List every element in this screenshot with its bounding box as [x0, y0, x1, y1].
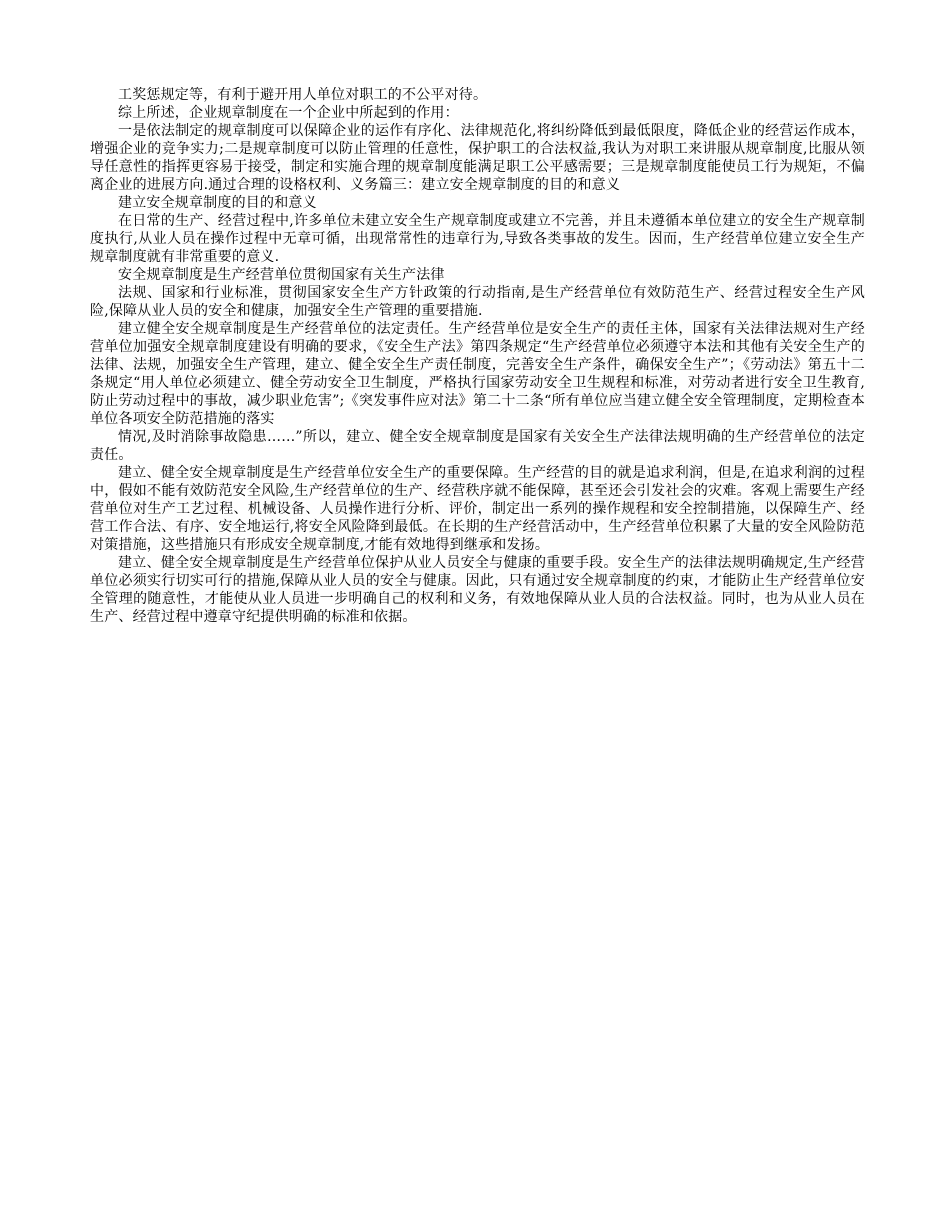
paragraph-8: 建立健全安全规章制度是生产经营单位的法定责任。生产经营单位是安全生产的责任主体，国家有关法律法规对生产经营单位加强安全规章制度建设有明确的要求，《安全生产法》第四条规定“生产经营单位必须遵守本法和其他有关安全生产的法律、法规，加强安全生产管理，建立、健全安全生产责任制度，完善安全生产条件，确保安全生产”；《劳动法》第五十二条规定“用人单位必须建立、健全劳动安全卫生制度，严格执行国家劳动安全卫生规程和标准，对劳动者进行安全卫生教育,防止劳动过程中的事故，减少职业危害”;《突发事件应对法》第二十二条“所有单位应当建立健全安全管理制度，定期检查本单位各项安全防范措施的落实	[90, 321, 865, 427]
section-heading: 建立安全规章制度的目的和意义	[118, 195, 317, 211]
paragraph-9: 情况,及时消除事故隐患……”所以，建立、健全安全规章制度是国家有关安全生产法律法规明确的生产经营单位的法定责任。	[90, 429, 865, 463]
paragraph-5: 在日常的生产、经营过程中,许多单位未建立安全生产规章制度或建立不完善，并且未遵循本单位建立的安全生产规章制度执行,从业人员在操作过程中无章可循，出现常常性的违章行为,导致各类事故的发生。因而，生产经营单位建立安全生产规章制度就有非常重要的意义.	[90, 213, 865, 265]
document-page	[90, 86, 865, 626]
paragraph-7: 法规、国家和行业标准，贯彻国家安全生产方针政策的行动指南,是生产经营单位有效防范生产、经营过程安全生产风险,保障从业人员的安全和健康，加强安全生产管理的重要措施.	[90, 285, 865, 319]
paragraph-11: 建立、健全安全规章制度是生产经营单位保护从业人员安全与健康的重要手段。安全生产的法律法规明确规定,生产经营单位必须实行切实可行的措施,保障从业人员的安全与健康。因此，只有通过安全规章制度的约束，才能防止生产经营单位安全管理的随意性，才能使从业人员进一步明确自己的权利和义务，有效地保障从业人员的合法权益。同时，也为从业人员在生产、经营过程中遵章守纪提供明确的标准和依据。	[90, 555, 865, 625]
paragraph-10: 建立、健全安全规章制度是生产经营单位安全生产的重要保障。生产经营的目的就是追求利润，但是,在追求利润的过程中，假如不能有效防范安全风险,生产经营单位的生产、经营秩序就不能保障，甚至还会引发社会的灾难。客观上需要生产经营单位对生产工艺过程、机械设备、人员操作进行分析、评价，制定出一系列的操作规程和安全控制措施，以保障生产、经营工作合法、有序、安全地运行,将安全风险降到最低。在长期的生产经营活动中，生产经营单位积累了大量的安全风险防范对策措施，这些措施只有形成安全规章制度,才能有效地得到继承和发扬。	[90, 465, 865, 553]
paragraph-6: 安全规章制度是生产经营单位贯彻国家有关生产法律	[118, 267, 445, 283]
paragraph-3: 一是依法制定的规章制度可以保障企业的运作有序化、法律规范化,将纠纷降低到最低限度，降低企业的经营运作成本，增强企业的竞争实力;二是规章制度可以防止管理的任意性，保护职工的合法权益,我认为对职工来讲服从规章制度,比服从领导任意性的指挥更容易于接受，制定和实施合理的规章制度能满足职工公平感需要；三是规章制度能使员工行为规矩，不偏离企业的进展方向.通过合理的设格权利、义务篇三：建立安全规章制度的目的和意义	[90, 123, 865, 193]
paragraph-2: 综上所述，企业规章制度在一个企业中所起到的作用：	[118, 105, 459, 121]
paragraph-1: 工奖惩规定等，有利于避开用人单位对职工的不公平对待。	[118, 87, 488, 103]
